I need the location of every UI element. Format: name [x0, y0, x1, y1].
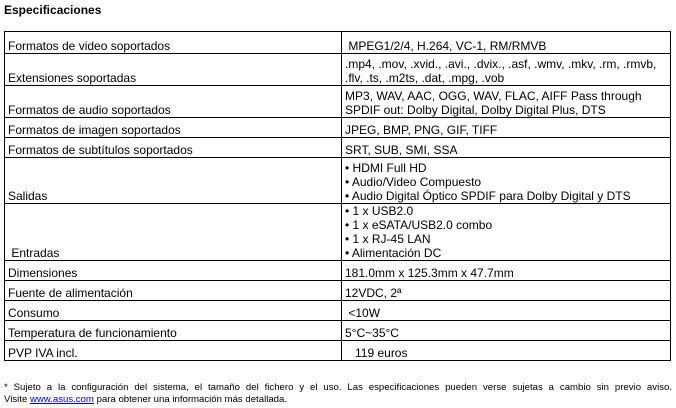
spec-label: Formatos de video soportados — [5, 32, 342, 54]
spec-value — [342, 86, 671, 118]
asus-website-link[interactable]: www.asus.com — [29, 394, 94, 405]
spec-value — [342, 118, 671, 138]
spec-value — [342, 261, 671, 281]
footnote-suffix: para obtener una información más detallada. — [93, 394, 287, 405]
spec-value-line: MPEG1/2/4, H.264, VC-1, RM/RMVB — [345, 39, 547, 53]
spec-value-line: • Audio Digital Óptico SPDIF para Dolby Digital y DTS — [345, 189, 631, 203]
page-title: Especificaciones — [4, 3, 102, 17]
spec-label: PVP IVA incl. — [5, 341, 342, 361]
spec-value — [342, 32, 671, 54]
spec-row — [5, 32, 671, 54]
spec-row — [5, 321, 671, 341]
spec-value-line: • HDMI Full HD — [345, 161, 427, 175]
spec-value-line: MP3, WAV, AAC, OGG, WAV, FLAC, AIFF Pass through — [345, 89, 642, 103]
spec-label: Formatos de subtítulos soportados — [5, 138, 342, 158]
spec-value — [342, 301, 671, 321]
spec-value-line: .mp4, .mov, .xvid., .avi., .dvix., .asf, .wmv, .mkv, .rm, .rmvb, — [345, 57, 657, 71]
spec-row — [5, 158, 671, 204]
spec-row — [5, 341, 671, 361]
spec-label: Formatos de audio soportados — [5, 86, 342, 118]
spec-row — [5, 54, 671, 86]
footnote — [4, 382, 672, 406]
spec-value — [342, 138, 671, 158]
spec-label: Dimensiones — [5, 261, 342, 281]
spec-row — [5, 261, 671, 281]
spec-label: Fuente de alimentación — [5, 281, 342, 301]
footnote-prefix: Visite — [4, 394, 30, 405]
spec-value-line: <10W — [345, 306, 381, 320]
footnote-disclaimer: * Sujeto a la configuración del sistema, el tamaño del fichero y el uso. Las especificaciones pueden verse sujetas a cambio sin previo aviso. — [4, 382, 672, 393]
spec-value — [342, 321, 671, 341]
spec-value-line: 181.0mm x 125.3mm x 47.7mm — [345, 266, 514, 280]
spec-value-line: SRT, SUB, SMI, SSA — [345, 143, 458, 157]
spec-value — [342, 158, 671, 204]
spec-value-line: • Alimentación DC — [345, 246, 442, 260]
spec-label: Salidas — [5, 158, 342, 204]
spec-value-line: • 1 x eSATA/USB2.0 combo — [345, 218, 493, 232]
specifications-table — [4, 31, 671, 361]
spec-value-line: 5°C~35°C — [345, 326, 399, 340]
footnote-visit — [4, 394, 672, 406]
spec-value — [342, 54, 671, 86]
spec-value-line: 119 euros — [345, 346, 408, 360]
spec-value-line: • 1 x RJ-45 LAN — [345, 232, 431, 246]
spec-label: Formatos de imagen soportados — [5, 118, 342, 138]
spec-value-line: .flv, .ts, .m2ts, .dat, .mpg, .vob — [345, 71, 505, 85]
spec-value — [342, 281, 671, 301]
spec-value-line: • 1 x USB2.0 — [345, 204, 414, 218]
spec-value-line: JPEG, BMP, PNG, GIF, TIFF — [345, 123, 498, 137]
spec-row — [5, 138, 671, 158]
spec-label: Temperatura de funcionamiento — [5, 321, 342, 341]
spec-value-line: • Audio/Video Compuesto — [345, 175, 482, 189]
spec-label: Entradas — [5, 204, 342, 261]
spec-row — [5, 281, 671, 301]
spec-row — [5, 118, 671, 138]
spec-row — [5, 86, 671, 118]
spec-label: Extensiones soportadas — [5, 54, 342, 86]
spec-label: Consumo — [5, 301, 342, 321]
spec-row — [5, 301, 671, 321]
spec-row — [5, 204, 671, 261]
spec-value-line: 12VDC, 2ª — [345, 286, 402, 300]
spec-value — [342, 341, 671, 361]
spec-value — [342, 204, 671, 261]
spec-value-line: SPDIF out: Dolby Digital, Dolby Digital Plus, DTS — [345, 103, 606, 117]
